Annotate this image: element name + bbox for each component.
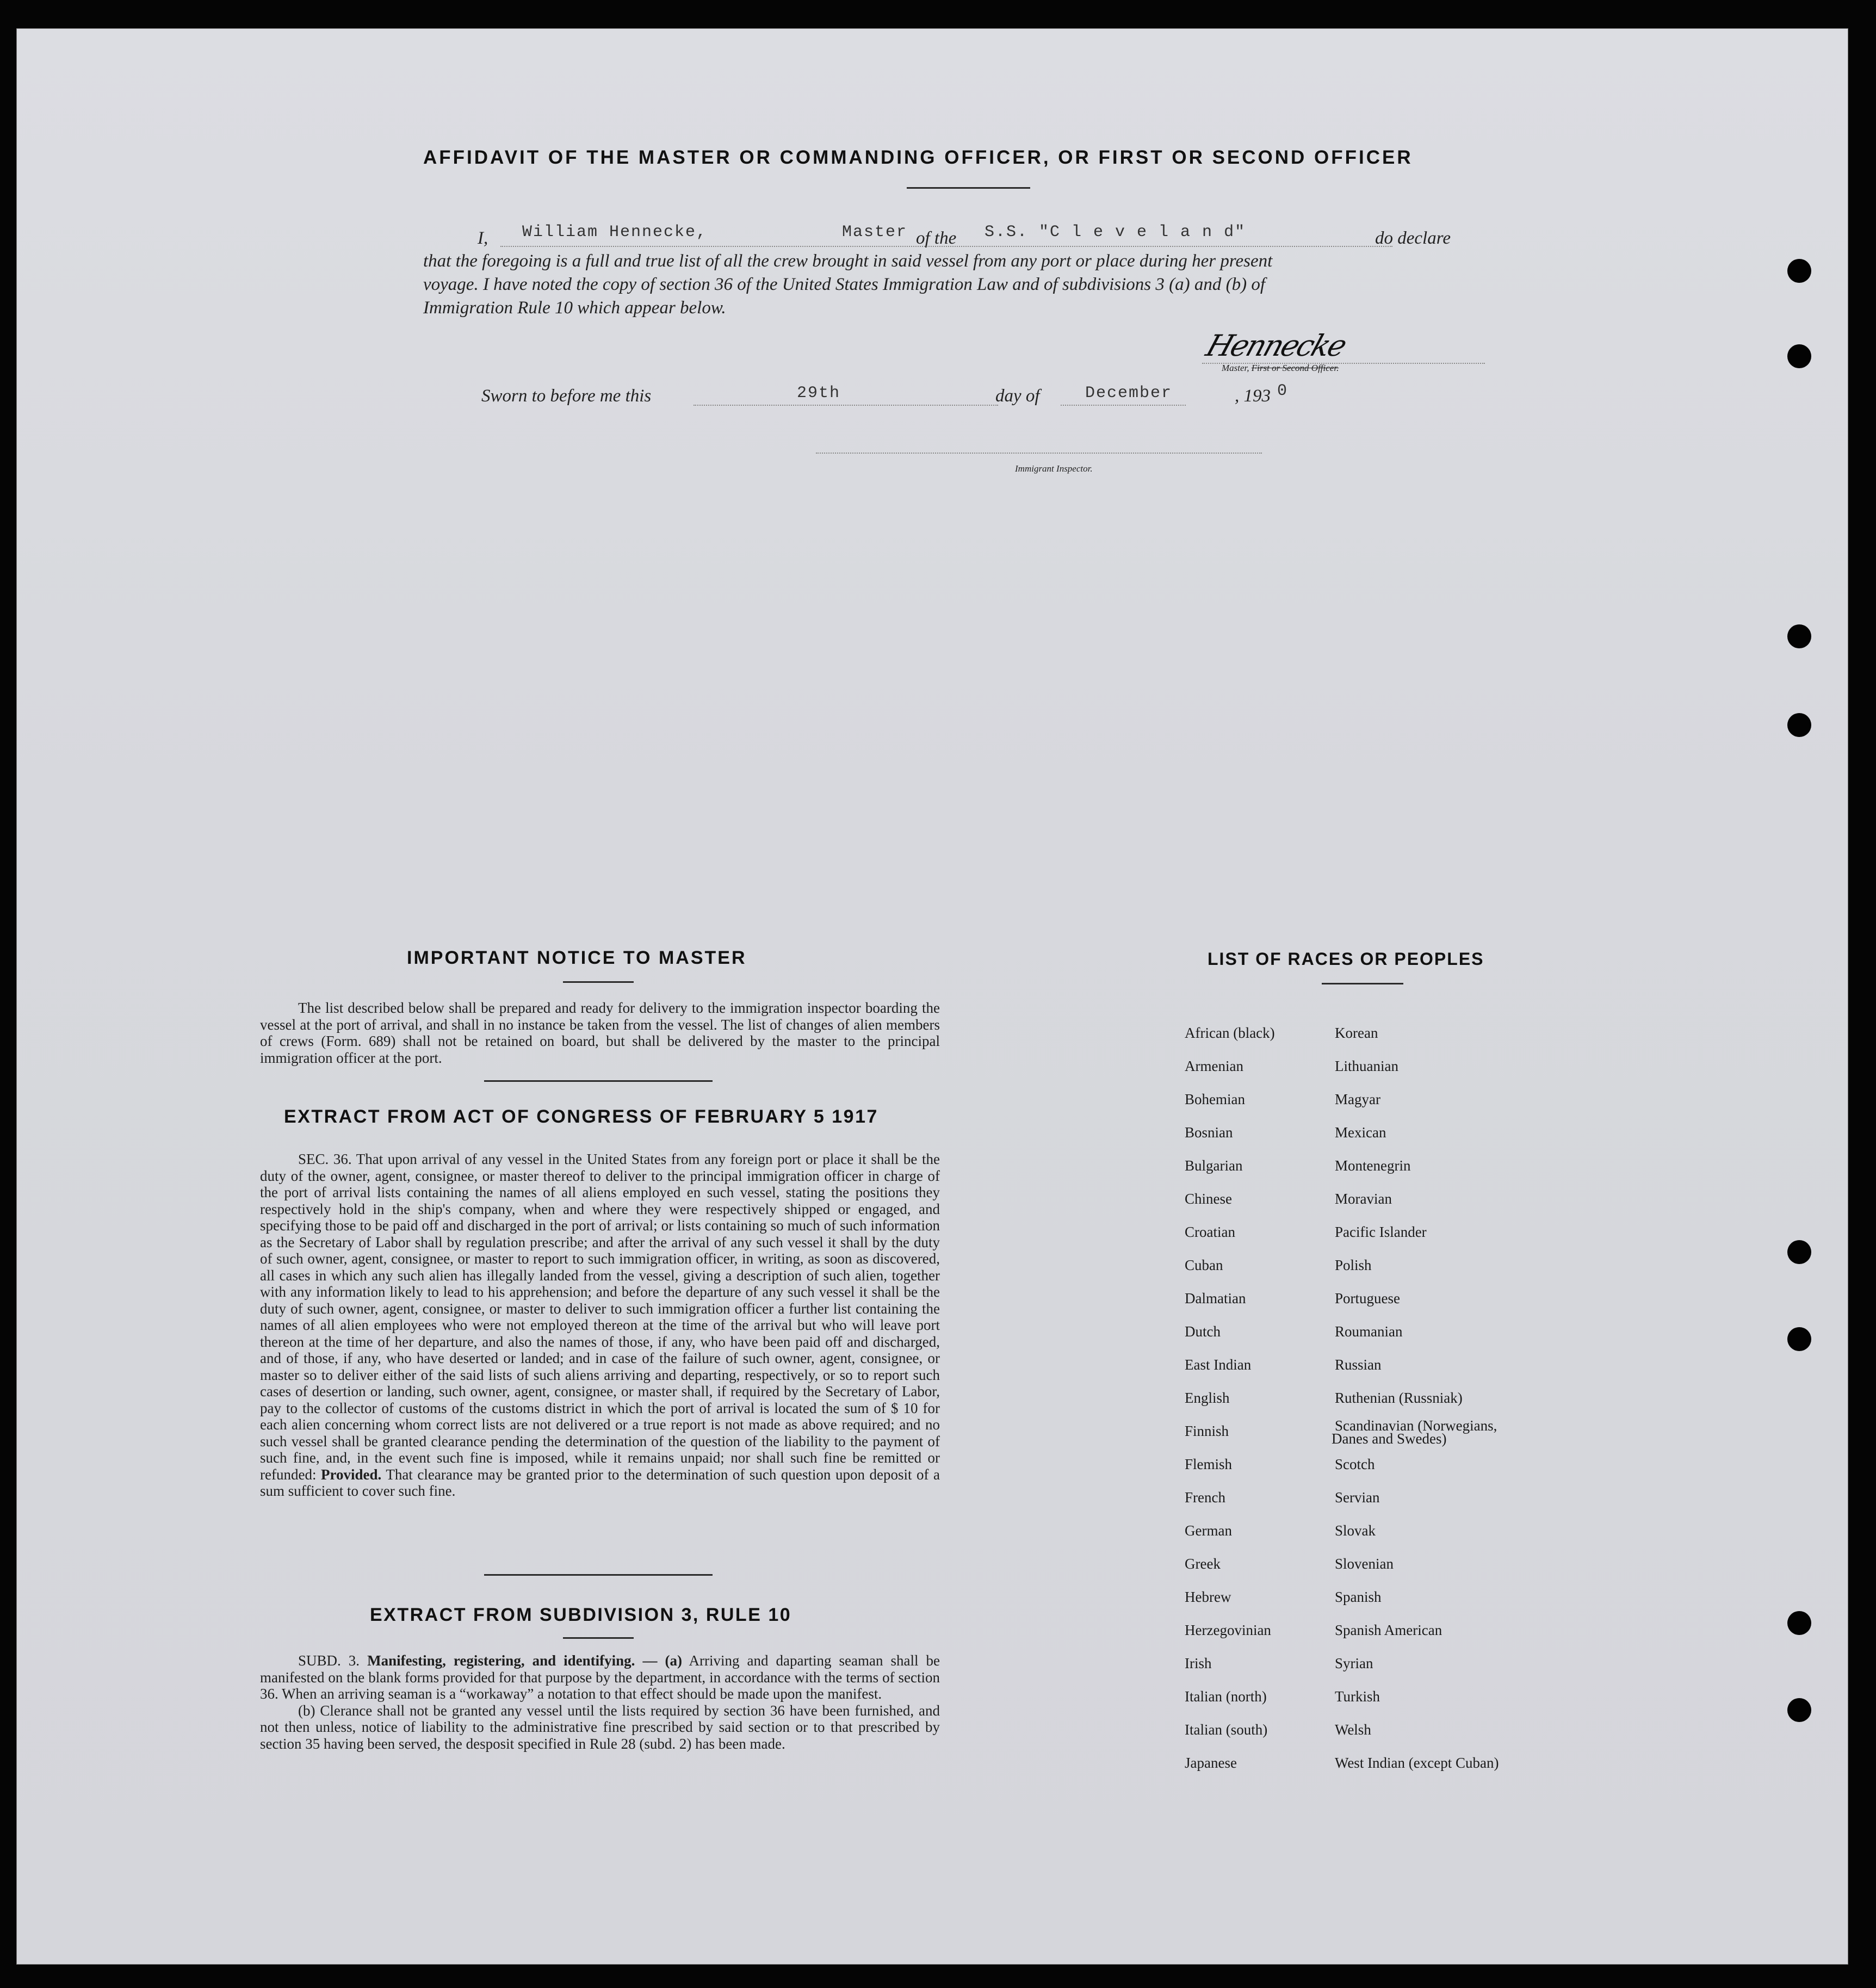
subd-prefix: SUBD. 3. xyxy=(298,1652,360,1669)
race-item: Chinese xyxy=(1185,1191,1232,1207)
race-item: Ruthenian (Russniak) xyxy=(1335,1390,1463,1406)
race-item: Italian (south) xyxy=(1185,1721,1268,1738)
races-divider xyxy=(1322,983,1403,984)
inspector-caption: Immigrant Inspector. xyxy=(1015,463,1093,474)
punch-hole xyxy=(1787,1698,1811,1722)
race-item: Irish xyxy=(1185,1655,1212,1671)
race-item: Bosnian xyxy=(1185,1124,1233,1141)
name-fill-line xyxy=(500,246,1392,247)
race-item: Magyar xyxy=(1335,1091,1380,1107)
race-item: Russian xyxy=(1335,1357,1382,1373)
race-item: Welsh xyxy=(1335,1721,1371,1738)
race-item: Portuguese xyxy=(1335,1290,1400,1306)
master-signature: Hennecke xyxy=(1202,329,1350,363)
sworn-month: December xyxy=(1085,384,1173,402)
race-item: West Indian (except Cuban) xyxy=(1335,1755,1499,1771)
rule-text xyxy=(260,1652,940,1752)
race-item: Armenian xyxy=(1185,1058,1243,1074)
race-item: Pacific Islander xyxy=(1335,1224,1427,1240)
signature-caption-struck: First or Second Officer. xyxy=(1251,363,1339,373)
act-text xyxy=(260,1151,940,1500)
race-item: Japanese xyxy=(1185,1755,1237,1771)
day-fill-line xyxy=(694,405,998,406)
race-item: Dutch xyxy=(1185,1323,1221,1340)
part-a-text: Arriving and daparting seaman shall be manifested on the blank forms provided for that purpose by the department, in accordance with the terms of section 36. When an arriving seaman is a “workaway” a notation to that effect should be made upon the manifest. xyxy=(260,1652,940,1702)
year-prefix: , 193 xyxy=(1235,386,1271,406)
vessel-name: S.S. "C l e v e l a n d" xyxy=(985,223,1246,241)
race-item: Scandinavian (Norwegians, xyxy=(1335,1417,1497,1434)
section-divider xyxy=(484,1080,713,1082)
sworn-day: 29th xyxy=(797,384,841,402)
race-item: Bulgarian xyxy=(1185,1157,1243,1174)
race-item: Turkish xyxy=(1335,1688,1380,1705)
month-fill-line xyxy=(1061,405,1186,406)
race-item: Herzegovinian xyxy=(1185,1622,1271,1638)
signature-caption xyxy=(1222,363,1339,374)
affidavit-title: AFFIDAVIT OF THE MASTER OR COMMANDING OFFICER, OR FIRST OR SECOND OFFICER xyxy=(423,147,1413,168)
race-item: Moravian xyxy=(1335,1191,1392,1207)
race-item: Finnish xyxy=(1185,1423,1229,1439)
race-item: Slovak xyxy=(1335,1522,1376,1539)
part-a-label: — (a) xyxy=(642,1652,682,1669)
provided-label: Provided. xyxy=(321,1466,382,1483)
subd-heading: Manifesting, registering, and identifying. xyxy=(367,1652,635,1669)
punch-hole xyxy=(1787,1240,1811,1264)
master-name: William Hennecke, xyxy=(522,223,708,241)
day-of-label: day of xyxy=(995,386,1040,406)
race-item: Slovenian xyxy=(1335,1556,1394,1572)
punch-hole xyxy=(1787,1611,1811,1635)
rule-title: EXTRACT FROM SUBDIVISION 3, RULE 10 xyxy=(370,1605,792,1625)
race-item: English xyxy=(1185,1390,1230,1406)
race-item-continuation: Danes and Swedes) xyxy=(1332,1430,1447,1447)
punch-hole xyxy=(1787,713,1811,737)
punch-hole xyxy=(1787,624,1811,648)
affidavit-body-line1: that the foregoing is a full and true list of all the crew brought in said vessel from any port or place during her present xyxy=(423,251,1273,271)
act-title: EXTRACT FROM ACT OF CONGRESS OF FEBRUARY 5 1917 xyxy=(284,1106,878,1127)
race-item: Hebrew xyxy=(1185,1589,1231,1605)
act-paragraph xyxy=(260,1151,940,1500)
punch-hole xyxy=(1787,344,1811,368)
rule-part-b: (b) Clerance shall not be granted any vessel until the lists required by section 36 have been furnished, and not then unless, notice of liability to the administrative fine prescribed by said section or to that prescribed by section 35 having been served, the desposit specified in Rule 28 (subd. 2) has been made. xyxy=(260,1702,940,1752)
signature-caption-master: Master, xyxy=(1222,363,1249,373)
race-item: Spanish xyxy=(1335,1589,1382,1605)
rule-divider xyxy=(563,1637,634,1639)
race-item: Greek xyxy=(1185,1556,1221,1572)
section-divider xyxy=(484,1574,713,1576)
race-item: Spanish American xyxy=(1335,1622,1442,1638)
affidavit-body-line2: voyage. I have noted the copy of section 36 of the United States Immigration Law and of subdivisions 3 (a) and (b) of xyxy=(423,275,1266,294)
race-item: Dalmatian xyxy=(1185,1290,1246,1306)
race-item: Korean xyxy=(1335,1025,1378,1041)
race-item: French xyxy=(1185,1489,1225,1506)
act-paragraph-end: That clearance may be granted prior to the determination of such question upon deposit of a sum sufficient to cover such fine. xyxy=(260,1466,940,1499)
notice-title: IMPORTANT NOTICE TO MASTER xyxy=(407,947,747,968)
race-item: Scotch xyxy=(1335,1456,1375,1472)
year-suffix: 0 xyxy=(1277,382,1289,400)
notice-paragraph: The list described below shall be prepared and ready for delivery to the immigration inspector boarding the vessel at the port of arrival, and shall in no instance be taken from the vessel. The list of changes of alien members of crews (Form. 689) shall not be retained on board, but shall be delivered by the master to the principal immigration officer at the port. xyxy=(260,1000,940,1066)
notice-text xyxy=(260,1000,940,1066)
race-item: Italian (north) xyxy=(1185,1688,1267,1705)
races-title: LIST OF RACES OR PEOPLES xyxy=(1208,949,1484,969)
race-item: East Indian xyxy=(1185,1357,1252,1373)
master-role: Master xyxy=(842,223,908,241)
title-divider xyxy=(907,187,1030,189)
punch-hole xyxy=(1787,1327,1811,1351)
race-item: Cuban xyxy=(1185,1257,1223,1273)
sworn-label: Sworn to before me this xyxy=(481,386,652,406)
affidavit-pronoun: I, xyxy=(478,228,488,248)
affidavit-body-line3: Immigration Rule 10 which appear below. xyxy=(423,298,726,318)
race-item: German xyxy=(1185,1522,1232,1539)
inspector-line xyxy=(816,453,1262,454)
race-item: Polish xyxy=(1335,1257,1372,1273)
race-item: Montenegrin xyxy=(1335,1157,1411,1174)
race-item: Mexican xyxy=(1335,1124,1386,1141)
race-item: Servian xyxy=(1335,1489,1380,1506)
punch-hole xyxy=(1787,259,1811,283)
document-page xyxy=(16,28,1848,1965)
act-paragraph-body: SEC. 36. That upon arrival of any vessel in the United States from any foreign port or place it shall be the duty of the owner, agent, consignee, or master thereof to deliver to the principal immigration officer in charge of the port of arrival lists containing the names of all aliens employed en such vessel, stating the positions they respectively hold in the ship's company, when and where they were respectively shipped or engaged, and specifying those to be paid off and discharged in the port of arrival; or lists containing so much of such information as the Secretary of Labor shall by regulation prescribe; and after the arrival of any such vessel it shall by the duty of such owner, agent, consignee, or master to report to such immigration officer, in writing, as soon as discovered, all cases in which any such alien has illegally landed from the vessel, giving a description of such alien, together with any information likely to lead to his apprehension; and before the departure of any such vessel it shall be the duty of such owner, agent, consignee, or master to deliver to such immigration officer a further list containing the names of all alien employees who were not employed thereon at the time of the arrival but who will leave port thereon at the time of her departure, and also the names of those, if any, who have been paid off and discharged, and of those, if any, who have deserted or landed; and in case of the failure of such owner, agent, consignee, or master so to deliver either of the said lists of such aliens arriving and departing, respectively, or so to report such cases of desertion or landing, such owner, agent, consignee, or master shall, if required by the Secretary of Labor, pay to the collector of customs of the customs district in which the port of arrival is located the sum of $ 10 for each alien concerning whom correct lists are not delivered or a true report is not made as above required; and no such vessel shall be granted clearance pending the determination of the question of the liability to the payment of such fine, and, in the event such fine is imposed, while it remains unpaid; nor shall such fine be remitted or refunded: xyxy=(260,1151,940,1483)
race-item: African (black) xyxy=(1185,1025,1275,1041)
notice-divider xyxy=(563,981,634,983)
race-item: Syrian xyxy=(1335,1655,1373,1671)
race-item: Croatian xyxy=(1185,1224,1235,1240)
race-item: Flemish xyxy=(1185,1456,1233,1472)
of-the-label: of the xyxy=(916,228,957,248)
do-declare-label: do declare xyxy=(1375,228,1451,248)
rule-part-a xyxy=(260,1652,940,1702)
race-item: Bohemian xyxy=(1185,1091,1245,1107)
race-item: Roumanian xyxy=(1335,1323,1403,1340)
race-item: Lithuanian xyxy=(1335,1058,1398,1074)
